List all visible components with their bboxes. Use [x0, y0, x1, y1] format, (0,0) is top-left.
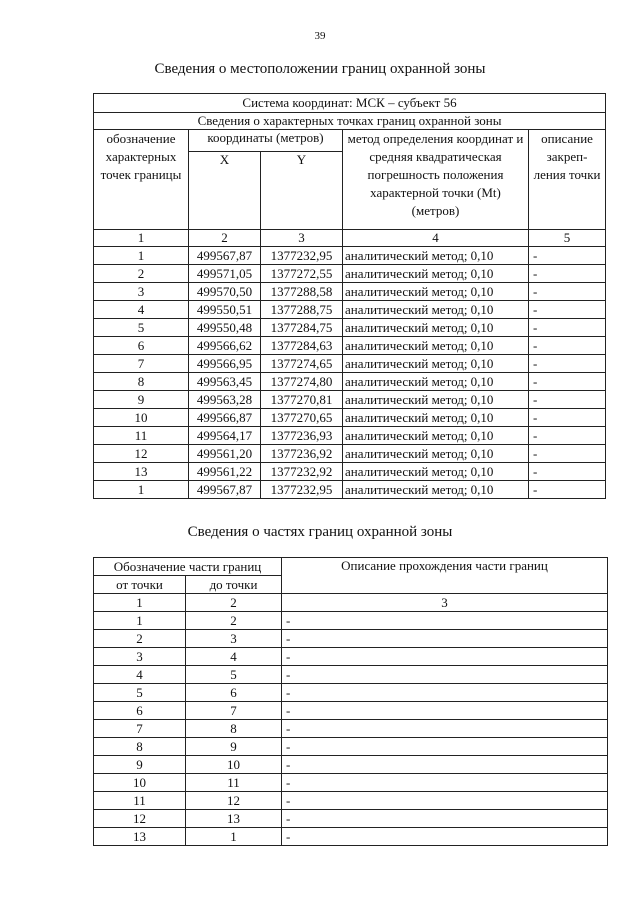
to-cell: 8	[186, 720, 282, 738]
x-cell: 499550,48	[189, 319, 261, 337]
y-cell: 1377274,65	[261, 355, 343, 373]
table-row	[94, 612, 608, 630]
header-part-description: Описание прохождения части границ	[282, 558, 608, 594]
table-row	[94, 738, 608, 756]
description-cell: -	[529, 409, 606, 427]
from-cell: 7	[94, 720, 186, 738]
point-cell: 10	[94, 409, 189, 427]
parts-section-title: Сведения о частях границ охранной зоны	[187, 524, 453, 540]
column-number: 4	[343, 230, 529, 247]
description-cell: -	[529, 463, 606, 481]
description-cell: -	[282, 684, 608, 702]
point-cell: 4	[94, 301, 189, 319]
y-cell: 1377236,93	[261, 427, 343, 445]
table-row	[94, 445, 606, 463]
y-cell: 1377272,55	[261, 265, 343, 283]
x-cell: 499566,87	[189, 409, 261, 427]
table-row	[94, 684, 608, 702]
to-cell: 6	[186, 684, 282, 702]
point-cell: 11	[94, 427, 189, 445]
x-cell: 499566,62	[189, 337, 261, 355]
table-row	[94, 463, 606, 481]
x-cell: 499550,51	[189, 301, 261, 319]
description-cell: -	[282, 630, 608, 648]
method-cell: аналитический метод; 0,10	[343, 427, 529, 445]
to-cell: 7	[186, 702, 282, 720]
table-row	[94, 301, 606, 319]
method-cell: аналитический метод; 0,10	[343, 265, 529, 283]
header-description: описание закреп-ления точки	[529, 130, 606, 230]
table-row	[94, 720, 608, 738]
header-boundary-part: Обозначение части границ	[94, 558, 282, 576]
table-row	[94, 319, 606, 337]
description-cell: -	[529, 283, 606, 301]
from-cell: 9	[94, 756, 186, 774]
table-row	[94, 337, 606, 355]
table-row	[94, 774, 608, 792]
description-cell: -	[529, 427, 606, 445]
y-cell: 1377284,63	[261, 337, 343, 355]
table-row	[94, 702, 608, 720]
from-cell: 10	[94, 774, 186, 792]
table-row	[94, 756, 608, 774]
description-cell: -	[282, 810, 608, 828]
to-cell: 2	[186, 612, 282, 630]
description-cell: -	[529, 373, 606, 391]
y-cell: 1377270,81	[261, 391, 343, 409]
method-cell: аналитический метод; 0,10	[343, 337, 529, 355]
x-cell: 499567,87	[189, 481, 261, 499]
method-cell: аналитический метод; 0,10	[343, 373, 529, 391]
table-row	[94, 283, 606, 301]
boundary-parts-table	[93, 557, 608, 846]
description-cell: -	[529, 355, 606, 373]
method-cell: аналитический метод; 0,10	[343, 355, 529, 373]
from-cell: 12	[94, 810, 186, 828]
y-cell: 1377232,95	[261, 481, 343, 499]
point-cell: 2	[94, 265, 189, 283]
y-cell: 1377236,92	[261, 445, 343, 463]
to-cell: 9	[186, 738, 282, 756]
from-cell: 3	[94, 648, 186, 666]
table-row	[94, 427, 606, 445]
description-cell: -	[529, 445, 606, 463]
description-cell: -	[282, 666, 608, 684]
method-cell: аналитический метод; 0,10	[343, 409, 529, 427]
table-row	[94, 666, 608, 684]
x-cell: 499561,20	[189, 445, 261, 463]
header-x: X	[189, 152, 261, 230]
description-cell: -	[282, 774, 608, 792]
method-cell: аналитический метод; 0,10	[343, 247, 529, 265]
table-row	[94, 481, 606, 499]
table-row	[94, 630, 608, 648]
description-cell: -	[282, 612, 608, 630]
description-cell: -	[282, 738, 608, 756]
column-number: 5	[529, 230, 606, 247]
description-cell: -	[282, 792, 608, 810]
header-coordinates: координаты (метров)	[189, 130, 343, 152]
from-cell: 6	[94, 702, 186, 720]
point-cell: 8	[94, 373, 189, 391]
description-cell: -	[529, 301, 606, 319]
from-cell: 5	[94, 684, 186, 702]
to-cell: 10	[186, 756, 282, 774]
from-cell: 4	[94, 666, 186, 684]
point-cell: 5	[94, 319, 189, 337]
to-cell: 11	[186, 774, 282, 792]
x-cell: 499563,28	[189, 391, 261, 409]
x-cell: 499571,05	[189, 265, 261, 283]
header-method: метод определения координат и средняя квадратическая погрешность положения характерной точки (Mt) (метров)	[343, 130, 529, 230]
table-row	[94, 648, 608, 666]
to-cell: 3	[186, 630, 282, 648]
to-cell: 1	[186, 828, 282, 846]
description-cell: -	[282, 648, 608, 666]
method-cell: аналитический метод; 0,10	[343, 283, 529, 301]
x-cell: 499564,17	[189, 427, 261, 445]
table-row	[94, 355, 606, 373]
to-cell: 4	[186, 648, 282, 666]
method-cell: аналитический метод; 0,10	[343, 301, 529, 319]
to-cell: 5	[186, 666, 282, 684]
from-cell: 1	[94, 612, 186, 630]
point-cell: 1	[94, 481, 189, 499]
coordinates-table	[93, 93, 606, 499]
description-cell: -	[282, 702, 608, 720]
x-cell: 499566,95	[189, 355, 261, 373]
description-cell: -	[529, 265, 606, 283]
table-row	[94, 810, 608, 828]
from-cell: 13	[94, 828, 186, 846]
point-cell: 12	[94, 445, 189, 463]
header-from-point: от точки	[94, 576, 186, 594]
x-cell: 499570,50	[189, 283, 261, 301]
table-row	[94, 391, 606, 409]
column-number: 3	[261, 230, 343, 247]
x-cell: 499561,22	[189, 463, 261, 481]
method-cell: аналитический метод; 0,10	[343, 319, 529, 337]
y-cell: 1377288,75	[261, 301, 343, 319]
column-number: 1	[94, 230, 189, 247]
page-number: 39	[314, 30, 326, 42]
description-cell: -	[282, 720, 608, 738]
point-cell: 13	[94, 463, 189, 481]
method-cell: аналитический метод; 0,10	[343, 445, 529, 463]
table-row	[94, 792, 608, 810]
column-number: 3	[282, 594, 608, 612]
table-row	[94, 828, 608, 846]
from-cell: 8	[94, 738, 186, 756]
page-title: Сведения о местоположении границ охранной зоны	[154, 61, 486, 77]
y-cell: 1377274,80	[261, 373, 343, 391]
description-cell: -	[529, 337, 606, 355]
table-row	[94, 373, 606, 391]
coordinate-system-row: Система координат: МСК – субъект 56	[94, 94, 606, 113]
header-point: обозначение характерных точек границы	[94, 130, 189, 230]
x-cell: 499567,87	[189, 247, 261, 265]
y-cell: 1377232,92	[261, 463, 343, 481]
description-cell: -	[529, 319, 606, 337]
description-cell: -	[282, 756, 608, 774]
table-row	[94, 247, 606, 265]
x-cell: 499563,45	[189, 373, 261, 391]
header-to-point: до точки	[186, 576, 282, 594]
y-cell: 1377288,58	[261, 283, 343, 301]
description-cell: -	[529, 391, 606, 409]
y-cell: 1377270,65	[261, 409, 343, 427]
table-subtitle-row: Сведения о характерных точках границ охранной зоны	[94, 113, 606, 130]
from-cell: 11	[94, 792, 186, 810]
point-cell: 1	[94, 247, 189, 265]
y-cell: 1377232,95	[261, 247, 343, 265]
to-cell: 13	[186, 810, 282, 828]
table-row	[94, 409, 606, 427]
point-cell: 9	[94, 391, 189, 409]
column-number: 1	[94, 594, 186, 612]
description-cell: -	[529, 247, 606, 265]
method-cell: аналитический метод; 0,10	[343, 463, 529, 481]
table-row	[94, 265, 606, 283]
method-cell: аналитический метод; 0,10	[343, 391, 529, 409]
method-cell: аналитический метод; 0,10	[343, 481, 529, 499]
point-cell: 6	[94, 337, 189, 355]
y-cell: 1377284,75	[261, 319, 343, 337]
header-y: Y	[261, 152, 343, 230]
column-number: 2	[189, 230, 261, 247]
from-cell: 2	[94, 630, 186, 648]
point-cell: 7	[94, 355, 189, 373]
description-cell: -	[529, 481, 606, 499]
to-cell: 12	[186, 792, 282, 810]
point-cell: 3	[94, 283, 189, 301]
column-number: 2	[186, 594, 282, 612]
description-cell: -	[282, 828, 608, 846]
